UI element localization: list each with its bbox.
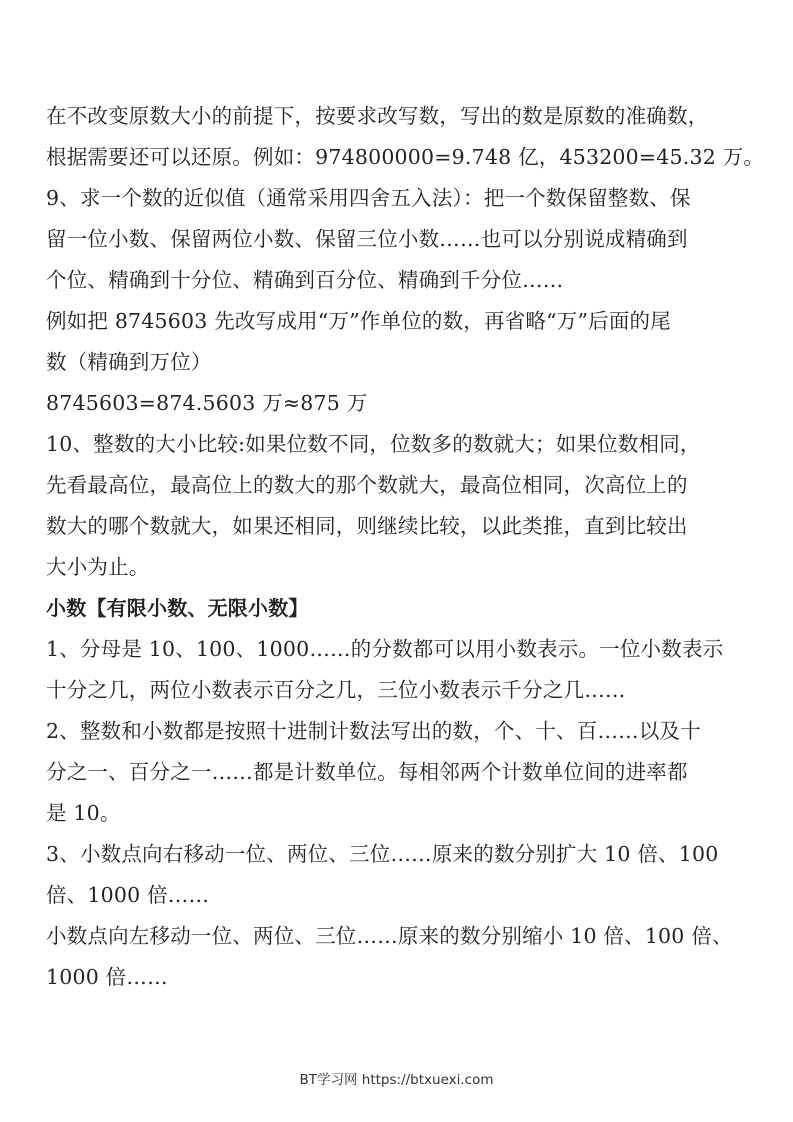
text-line: 分之一、百分之一……都是计数单位。每相邻两个计数单位间的进率都 bbox=[46, 760, 688, 784]
text-line: 留一位小数、保留两位小数、保留三位小数……也可以分别说成精确到 bbox=[46, 227, 688, 251]
text-line: 9、求一个数的近似值（通常采用四舍五入法）：把一个数保留整数、保 bbox=[46, 186, 691, 210]
text-line: 1000 倍…… bbox=[46, 965, 168, 989]
text-line: 数大的哪个数就大，如果还相同，则继续比较，以此类推，直到比较出 bbox=[46, 514, 688, 538]
text-line: 根据需要还可以还原。例如：974800000=9.748 亿，453200=45.32 万。 bbox=[46, 145, 765, 169]
page-footer: BT学习网 https://btxuexi.com bbox=[299, 1072, 494, 1088]
document-body bbox=[46, 96, 765, 998]
text-line: 大小为止。 bbox=[46, 555, 150, 579]
section-heading: 小数【有限小数、无限小数】 bbox=[46, 596, 309, 620]
text-line: 2、整数和小数都是按照十进制计数法写出的数，个、十、百……以及十 bbox=[46, 719, 701, 743]
text-line: 是 10。 bbox=[46, 801, 121, 825]
text-line: 十分之几，两位小数表示百分之几，三位小数表示千分之几…… bbox=[46, 678, 626, 702]
text-line: 例如把 8745603 先改写成用“万”作单位的数，再省略“万”后面的尾 bbox=[46, 309, 671, 333]
text-line: 先看最高位，最高位上的数大的那个数就大，最高位相同，次高位上的 bbox=[46, 473, 688, 497]
text-line: 3、小数点向右移动一位、两位、三位……原来的数分别扩大 10 倍、100 bbox=[46, 842, 719, 866]
text-line: 个位、精确到十分位、精确到百分位、精确到千分位…… bbox=[46, 268, 564, 292]
text-line: 倍、1000 倍…… bbox=[46, 883, 210, 907]
text-line: 1、分母是 10、100、1000……的分数都可以用小数表示。一位小数表示 bbox=[46, 637, 724, 661]
text-line: 数（精确到万位） bbox=[46, 350, 212, 374]
text-line: 10、整数的大小比较:如果位数不同，位数多的数就大；如果位数相同， bbox=[46, 432, 701, 456]
text-line: 在不改变原数大小的前提下，按要求改写数，写出的数是原数的准确数， bbox=[46, 104, 709, 128]
text-line: 8745603=874.5603 万≈875 万 bbox=[46, 391, 368, 415]
text-line: 小数点向左移动一位、两位、三位……原来的数分别缩小 10 倍、100 倍、 bbox=[46, 924, 733, 948]
